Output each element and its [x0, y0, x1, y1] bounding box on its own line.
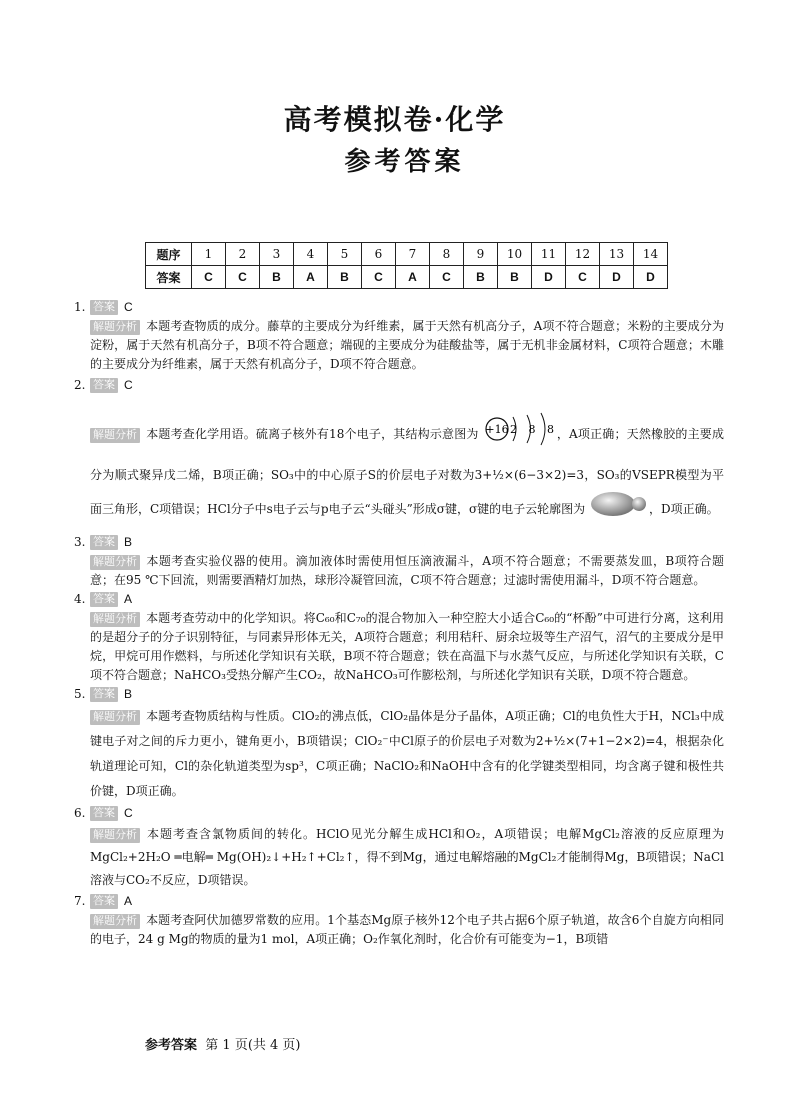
analysis-text: 本题考查含氯物质间的转化。HClO见光分解生成HCl和O₂，A项错误；电解MgCl₂溶液的反应原理为MgCl₂+2H₂O ═电解═ Mg(OH)₂↓+H₂↑+Cl₂↑，得不到Mg，通过电解熔融的MgCl₂才能制得Mg，B项错误；NaCl溶液与CO₂不反应，D项错误。: [90, 827, 724, 887]
answer-value: B: [124, 687, 133, 701]
answer-value: B: [124, 535, 133, 549]
sulfide-ion-structure-diagram: [483, 409, 557, 460]
table-cell: C: [362, 266, 396, 289]
analysis-tag: 解题分析: [90, 710, 140, 725]
question-number: 6.: [74, 806, 86, 820]
question-2: [74, 376, 724, 529]
nucleus-label: +16: [485, 423, 509, 436]
answer-value: C: [124, 300, 133, 314]
answer-value: C: [124, 806, 133, 820]
page-subtitle: 参考答案: [344, 147, 465, 177]
table-cell: 10: [498, 243, 532, 266]
answer-value: A: [124, 592, 133, 606]
analysis-text: 本题考查劳动中的化学知识。将C₆₀和C₇₀的混合物加入一种空腔大小适合C₆₀的“杯酚”中可进行分离，这利用的是超分子的分子识别特征，与同素异形体无关，A项符合题意；利用秸秆、厨余垃圾等生产沼气，沼气的主要成分是甲烷，甲烷可用作燃料，与所述化学知识有关联，B项不符合题意；铁在高温下与水蒸气反应，与所述化学知识有关联，C项不符合题意；NaHCO₃受热分解产生CO₂，故NaHCO₃可作膨松剂，与所述化学知识有关联，D项不符合题意。: [90, 611, 724, 682]
answer-tag: 答案: [90, 894, 118, 909]
analysis-text: 本题考查物质的成分。藤草的主要成分为纤维素，属于天然有机高分子，A项不符合题意；米粉的主要成分为淀粉，属于天然有机高分子，B项不符合题意；端砚的主要成分为硅酸盐等，属于无机非金属材料，C项符合题意；木雕的主要成分为纤维素，属于天然有机高分子，D项不符合题意。: [90, 319, 724, 371]
table-cell: B: [464, 266, 498, 289]
solutions: [74, 298, 724, 949]
number-row: [146, 243, 668, 266]
table-cell: C: [192, 266, 226, 289]
table-cell: A: [396, 266, 430, 289]
table-cell: 8: [430, 243, 464, 266]
answer-value: A: [124, 894, 133, 908]
analysis-tag: 解题分析: [90, 612, 140, 627]
answer-row: [146, 266, 668, 289]
table-cell: 13: [600, 243, 634, 266]
table-cell: 2: [226, 243, 260, 266]
analysis-text: 本题考查物质结构与性质。ClO₂的沸点低，ClO₂晶体是分子晶体，A项正确；Cl的电负性大于H，NCl₃中成键电子对之间的斥力更小，键角更小，B项错误；ClO₂⁻中Cl原子的价层电子对数为2+½×(7+1−2×2)=4，根据杂化轨道理论可知，Cl的杂化轨道类型为sp³，C项正确；NaClO₂和NaOH中含有的化学键类型相同，均含离子键和极性共价键，D项正确。: [90, 709, 724, 798]
answer-tag: 答案: [90, 378, 118, 393]
table-cell: C: [226, 266, 260, 289]
table-cell: 9: [464, 243, 498, 266]
answer-tag: 答案: [90, 535, 118, 550]
table-cell: 7: [396, 243, 430, 266]
analysis-tag: 解题分析: [90, 428, 140, 443]
analysis-text: 本题考查阿伏加德罗常数的应用。1个基态Mg原子核外12个电子共占据6个原子轨道，故含6个自旋方向相同的电子，24 g Mg的物质的量为1 mol，A项正确；O₂作氧化剂时，化合价有可能变为−1，B项错: [90, 913, 724, 946]
analysis-text: ，A项正确；天然橡胶的主要成分为顺式聚异戊二烯，B项正确；SO₃中的中心原子S的价层电子对数为3+½×(6−3×2)=3，SO₃的VSEPR模型为平面三角形，C项错误；HCl分子中s电子云与p电子云“头碰头”形成σ键，σ键的电子云轮廓图为: [90, 427, 724, 516]
sigma-bond-orbital-diagram: [589, 490, 649, 529]
shell-electrons: 2 8 8: [509, 423, 557, 436]
question-number: 3.: [74, 535, 86, 549]
row-label-number: 题序: [146, 243, 192, 266]
analysis-text: 本题考查实验仪器的使用。滴加液体时需使用恒压滴液漏斗，A项不符合题意；不需要蒸发皿，B项符合题意；在95 ℃下回流，则需要酒精灯加热，球形冷凝管回流，C项不符合题意；过滤时需使用漏斗，D项不符合题意。: [90, 554, 724, 587]
question-5: [74, 685, 724, 804]
analysis-text: 本题考查化学用语。硫离子核外有18个电子，其结构示意图为: [146, 427, 479, 441]
analysis-text: ，D项正确。: [649, 502, 719, 516]
table-cell: B: [260, 266, 294, 289]
footer-label: 参考答案: [145, 1038, 198, 1053]
answer-table: [145, 242, 668, 289]
table-cell: 6: [362, 243, 396, 266]
question-number: 4.: [74, 592, 86, 606]
question-7: [74, 892, 724, 949]
answer-tag: 答案: [90, 687, 118, 702]
table-cell: A: [294, 266, 328, 289]
question-number: 7.: [74, 894, 86, 908]
page-footer: [145, 1034, 301, 1053]
table-cell: D: [600, 266, 634, 289]
table-cell: 11: [532, 243, 566, 266]
table-cell: B: [498, 266, 532, 289]
analysis-tag: 解题分析: [90, 914, 140, 929]
table-cell: C: [566, 266, 600, 289]
analysis-tag: 解题分析: [90, 828, 140, 843]
table-cell: 1: [192, 243, 226, 266]
question-6: [74, 804, 724, 892]
table-cell: 5: [328, 243, 362, 266]
question-3: [74, 533, 724, 590]
question-number: 1.: [74, 300, 86, 314]
table-cell: B: [328, 266, 362, 289]
table-cell: C: [430, 266, 464, 289]
question-number: 2.: [74, 378, 86, 392]
answer-tag: 答案: [90, 806, 118, 821]
table-cell: D: [634, 266, 668, 289]
footer-page-number: 第 1 页(共 4 页): [205, 1038, 301, 1053]
table-cell: D: [532, 266, 566, 289]
row-label-answer: 答案: [146, 266, 192, 289]
page-title: 高考模拟卷·化学: [283, 103, 506, 136]
question-1: [74, 298, 724, 374]
question-4: [74, 590, 724, 685]
answer-tag: 答案: [90, 592, 118, 607]
analysis-tag: 解题分析: [90, 320, 140, 335]
table-cell: 14: [634, 243, 668, 266]
answer-tag: 答案: [90, 300, 118, 315]
question-number: 5.: [74, 687, 86, 701]
analysis-tag: 解题分析: [90, 555, 140, 570]
table-cell: 12: [566, 243, 600, 266]
table-cell: 3: [260, 243, 294, 266]
answer-value: C: [124, 378, 133, 392]
table-cell: 4: [294, 243, 328, 266]
